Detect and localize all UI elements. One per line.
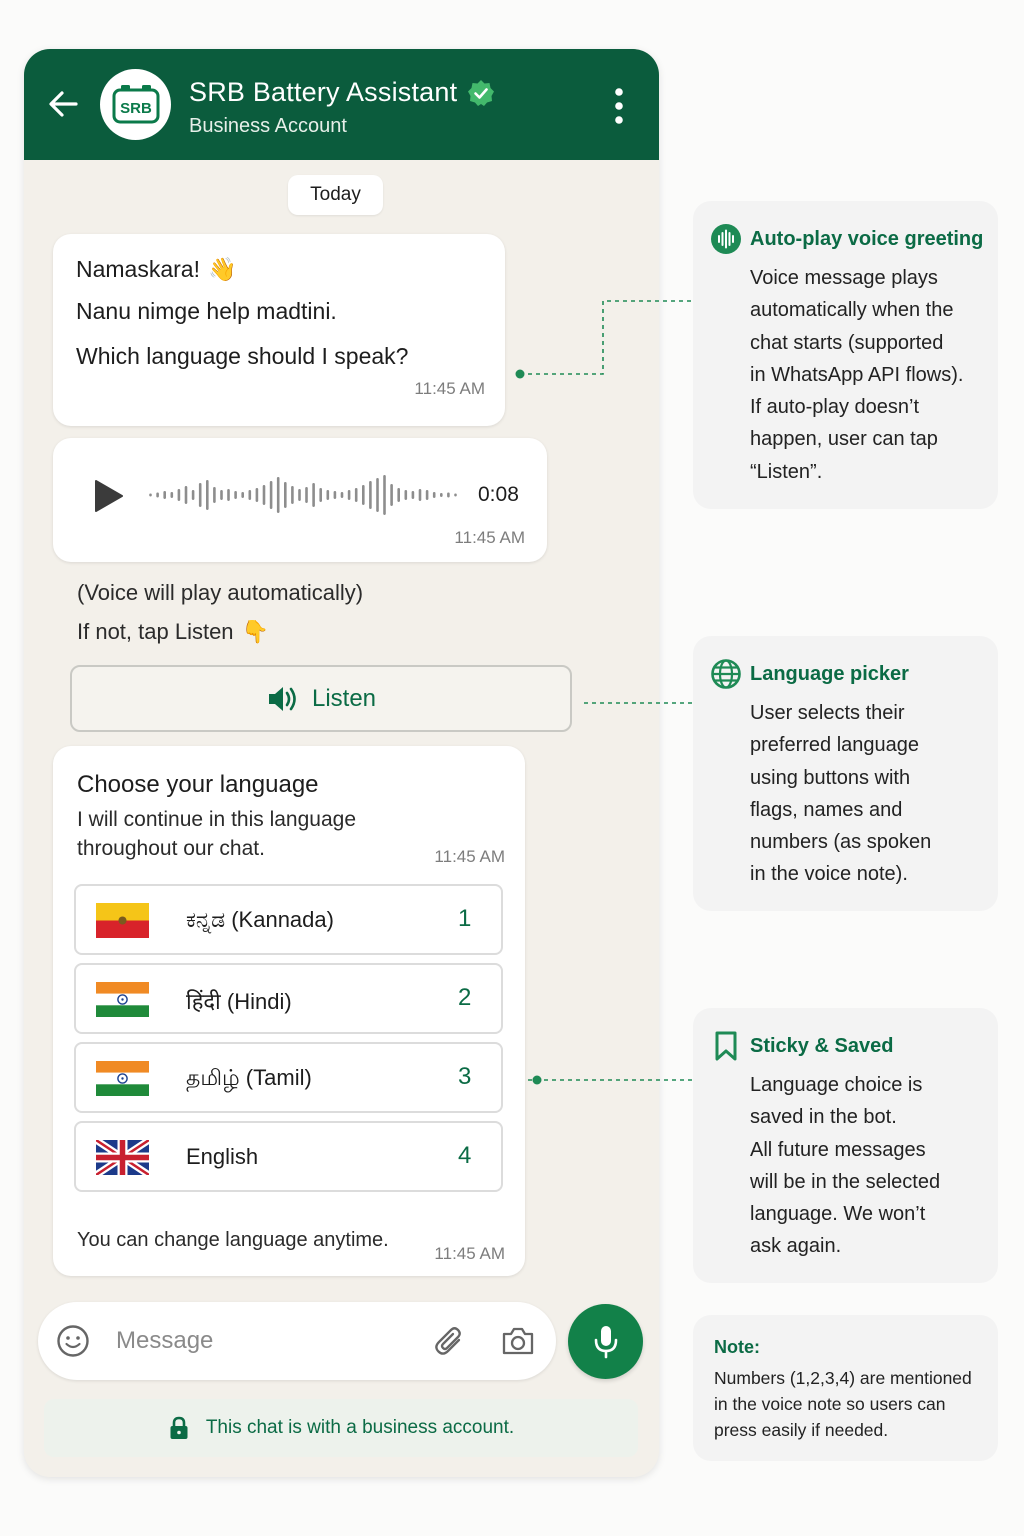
language-number: 4	[458, 1142, 472, 1169]
waveform-bar	[312, 483, 315, 507]
microphone-icon	[591, 1324, 621, 1360]
annotation-sticky-saved	[693, 1008, 998, 1283]
waveform-bar	[178, 489, 181, 501]
india-flag-icon	[96, 982, 149, 1017]
language-number: 1	[458, 905, 472, 932]
waveform-bar	[341, 492, 344, 498]
note-line: press easily if needed.	[714, 1420, 889, 1440]
speaker-icon	[266, 684, 300, 714]
annotation-line: “Listen”.	[750, 460, 823, 483]
voice-duration: 0:08	[478, 483, 519, 506]
listen-button[interactable]	[70, 665, 572, 732]
waveform-bar	[412, 491, 415, 499]
waveform-bar	[227, 489, 230, 501]
point-down-emoji: 👇	[241, 619, 269, 644]
annotation-line: language. We won’t	[750, 1203, 926, 1226]
waveform-bar	[454, 494, 457, 497]
waveform-bar	[199, 483, 202, 507]
date-chip: Today	[288, 175, 383, 215]
language-label: தமிழ் (Tamil)	[186, 1065, 312, 1090]
waveform-bar	[369, 481, 372, 509]
greeting-line-1: Namaskara!	[76, 256, 200, 282]
waveform-bar	[440, 493, 443, 497]
waveform-bar	[256, 488, 259, 502]
language-desc-2: throughout our chat.	[77, 837, 265, 860]
waveform-bar	[447, 493, 450, 498]
language-label: ಕನ್ನಡ (Kannada)	[186, 907, 334, 932]
waveform-bar	[291, 486, 294, 504]
paperclip-icon[interactable]	[432, 1324, 466, 1358]
annotation-line: automatically when the	[750, 299, 954, 322]
avatar[interactable]	[100, 69, 171, 140]
language-option-kannada[interactable]	[74, 884, 503, 955]
business-notice-text: This chat is with a business account.	[205, 1417, 515, 1438]
voice-record-button[interactable]	[568, 1304, 643, 1379]
waveform-bar	[270, 481, 273, 509]
waveform-bar	[149, 494, 152, 497]
waveform-bar	[426, 490, 429, 500]
waveform-bar	[419, 489, 422, 501]
message-time: 11:45 AM	[454, 528, 525, 547]
chat-window	[24, 49, 659, 1477]
note-line: in the voice note so users can	[714, 1394, 946, 1414]
voice-wave-icon	[710, 223, 742, 255]
message-input[interactable]	[116, 1320, 396, 1362]
waveform-bar	[171, 492, 174, 498]
listen-label: Listen	[311, 684, 377, 712]
waveform-bar	[234, 491, 237, 499]
language-picker-message	[53, 746, 525, 1276]
waveform-bar	[433, 492, 436, 498]
annotation-line: User selects their	[750, 702, 905, 724]
language-label: हिंदी (Hindi)	[186, 989, 292, 1014]
waveform-bar	[185, 486, 188, 504]
waveform-bar	[263, 485, 266, 505]
greeting-message	[53, 234, 505, 426]
note-line: Numbers (1,2,3,4) are mentioned	[714, 1368, 972, 1388]
waveform-bar	[192, 490, 195, 500]
waveform-bar	[405, 490, 408, 500]
listen-hint: If not, tap Listen	[77, 619, 234, 644]
waveform-bar	[284, 482, 287, 508]
annotation-line: chat starts (supported	[750, 331, 944, 354]
waveform-bar	[298, 489, 301, 501]
annotation-auto-play	[693, 201, 998, 509]
change-language-hint: You can change language anytime.	[77, 1229, 389, 1251]
more-options-icon[interactable]	[611, 87, 627, 125]
greeting-line-3: Which language should I speak?	[76, 343, 409, 369]
waveform-bar	[220, 490, 223, 500]
language-number: 2	[458, 984, 472, 1011]
message-time: 11:45 AM	[434, 847, 505, 866]
waveform-bar	[249, 490, 252, 500]
waveform-bar	[390, 484, 393, 506]
waveform-bar	[241, 492, 244, 498]
message-time: 11:45 AM	[414, 379, 485, 398]
language-option-tamil[interactable]	[74, 1042, 503, 1113]
emoji-icon[interactable]	[56, 1324, 90, 1358]
lock-icon	[168, 1416, 190, 1440]
chat-subtitle: Business Account	[189, 115, 347, 137]
waveform-bar	[213, 487, 216, 503]
annotation-line: saved in the bot.	[750, 1106, 897, 1129]
wave-emoji: 👋	[207, 256, 237, 282]
globe-icon	[710, 658, 742, 690]
waveform-bar	[397, 488, 400, 502]
chat-title[interactable]: SRB Battery Assistant	[189, 77, 458, 107]
waveform-bar	[319, 488, 322, 502]
language-heading: Choose your language	[77, 771, 319, 798]
message-time: 11:45 AM	[434, 1244, 505, 1263]
note-card	[693, 1315, 998, 1461]
annotation-title: Auto-play voice greeting	[750, 228, 984, 250]
voice-waveform[interactable]	[147, 470, 459, 520]
avatar-text: SRB	[119, 99, 152, 117]
waveform-bar	[305, 487, 308, 503]
play-icon[interactable]	[91, 478, 125, 514]
language-label: English	[186, 1144, 259, 1169]
waveform-bar	[348, 490, 351, 500]
language-option-english[interactable]	[74, 1121, 503, 1192]
business-account-notice	[44, 1399, 638, 1457]
language-option-hindi[interactable]	[74, 963, 503, 1034]
battery-logo-icon	[110, 82, 162, 128]
message-composer	[38, 1302, 556, 1380]
annotation-line: happen, user can tap	[750, 428, 938, 451]
language-number: 3	[458, 1063, 472, 1090]
verified-badge-icon	[467, 79, 495, 107]
annotation-title: Language picker	[750, 663, 909, 685]
india-flag-icon	[96, 1061, 149, 1096]
annotation-line: in the voice note).	[750, 863, 908, 886]
waveform-bar	[334, 491, 337, 499]
greeting-line-2: Nanu nimge help madtini.	[76, 298, 337, 324]
annotation-line: Voice message plays	[750, 267, 938, 289]
camera-icon[interactable]	[500, 1324, 536, 1358]
waveform-bar	[206, 480, 209, 510]
waveform-bar	[362, 485, 365, 505]
voice-message	[53, 438, 547, 562]
annotation-line: in WhatsApp API flows).	[750, 363, 964, 386]
back-arrow-icon[interactable]	[46, 87, 80, 121]
annotation-line: using buttons with	[750, 766, 911, 789]
annotation-title: Sticky & Saved	[750, 1035, 894, 1057]
waveform-bar	[376, 478, 379, 512]
annotation-line: If auto-play doesn’t	[750, 396, 919, 419]
annotation-line: will be in the selected	[750, 1170, 941, 1193]
annotation-language-picker	[693, 636, 998, 911]
autoplay-note: (Voice will play automatically)	[77, 580, 364, 605]
waveform-bar	[277, 477, 280, 513]
annotation-line: Language choice is	[750, 1074, 923, 1096]
annotation-line: numbers (as spoken	[750, 831, 932, 854]
chat-header	[24, 49, 659, 160]
language-desc-1: I will continue in this language	[77, 808, 357, 831]
uk-flag-icon	[96, 1140, 149, 1175]
waveform-bar	[355, 488, 358, 502]
note-title: Note:	[714, 1337, 760, 1357]
waveform-bar	[163, 491, 166, 499]
waveform-bar	[156, 493, 159, 498]
karnataka-flag-icon	[96, 903, 149, 938]
bookmark-icon	[710, 1030, 742, 1062]
annotation-line: All future messages	[750, 1138, 926, 1161]
annotation-line: preferred language	[750, 734, 920, 757]
annotation-line: flags, names and	[750, 798, 903, 821]
waveform-bar	[327, 490, 330, 500]
waveform-bar	[383, 475, 386, 515]
annotation-line: ask again.	[750, 1235, 842, 1258]
